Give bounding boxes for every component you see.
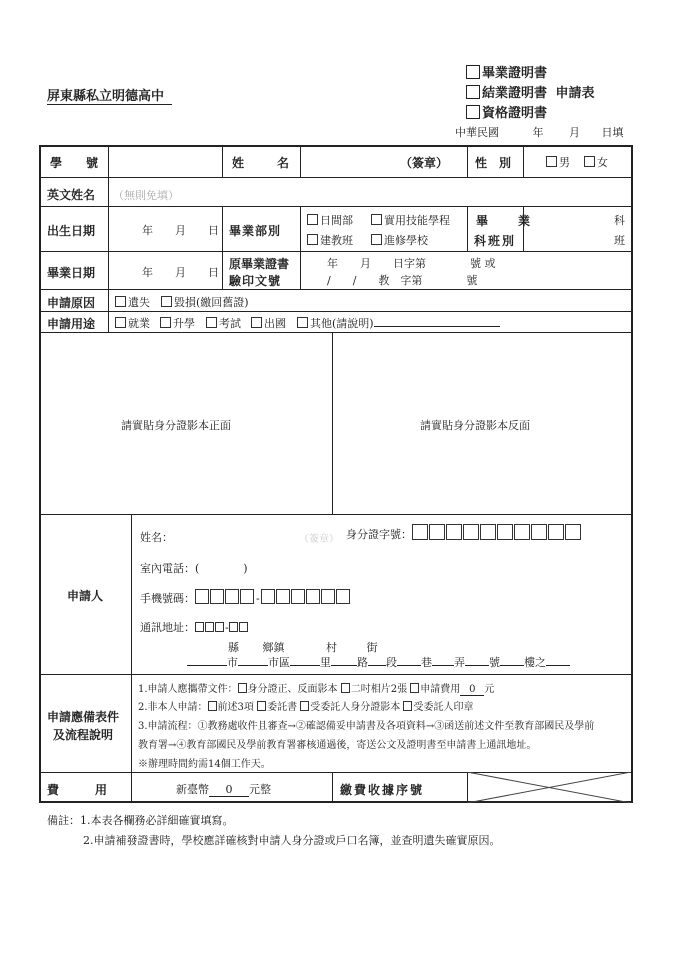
docs-item-3a: 3.申請流程：①教務處收件且審查→②確認備妥申請書及各項資料→③函送前述文件至教育部國民及學前 xyxy=(138,721,595,732)
checkbox[interactable] xyxy=(206,317,217,328)
docs-item-3b: 教育署→④教育部國民及學前教育署審核通過後，寄送公文及證明書至申請書上通訊地址。 xyxy=(138,740,537,751)
fee-amount-text: 新臺幣 0 元整 xyxy=(176,783,271,796)
class-label-1: 畢 業 xyxy=(476,214,533,228)
checkbox[interactable] xyxy=(403,701,412,711)
birth-date-label: 出生日期 xyxy=(47,224,96,238)
orig-cert-label-1: 原畢業證書 xyxy=(229,257,290,271)
fee-label: 費 用 xyxy=(47,783,108,797)
applicant-label: 申請人 xyxy=(67,589,104,603)
dept-option-coop[interactable]: 建教班 xyxy=(307,232,353,248)
english-name-label: 英文姓名 xyxy=(47,188,96,202)
fee-amount: 0 xyxy=(460,684,484,696)
checkbox[interactable] xyxy=(300,701,309,711)
mobile-label: 手機號碼： xyxy=(140,592,195,605)
checkbox[interactable] xyxy=(251,317,262,328)
purpose-label: 申請用途 xyxy=(47,317,96,331)
checkbox[interactable] xyxy=(307,234,318,245)
grad-date-label: 畢業日期 xyxy=(47,266,96,280)
checkbox[interactable] xyxy=(341,683,350,693)
checkbox[interactable] xyxy=(546,156,557,167)
reason-label: 申請原因 xyxy=(47,296,96,310)
purpose-other-option[interactable]: 其他(請說明) xyxy=(297,315,500,331)
id-front-area: 請實貼身分證影本正面 xyxy=(121,419,231,432)
checkbox[interactable] xyxy=(371,214,382,225)
checkbox[interactable] xyxy=(307,214,318,225)
ke-label: 科 xyxy=(614,214,625,227)
checkbox[interactable] xyxy=(584,156,595,167)
address-label: 通訊地址： xyxy=(140,621,195,634)
remark-1: 備註：1.本表各欄務必詳細確實填寫。 xyxy=(47,814,234,827)
gender-male-option[interactable]: 男 xyxy=(546,154,570,170)
orig-cert-line-1[interactable]: 年 月 日字第 號 或 xyxy=(327,257,496,270)
checkbox[interactable] xyxy=(297,317,308,328)
remark-2: 2.申請補發證書時，學校應詳確核對申請人身分證或戶口名簿，並查明遺失確實原因。 xyxy=(83,834,501,847)
checkbox[interactable] xyxy=(115,317,126,328)
reason-lost-option[interactable]: 遺失 xyxy=(115,294,150,310)
gender-label: 性 別 xyxy=(475,156,512,170)
purpose-employment-option[interactable]: 就業 xyxy=(115,315,150,331)
purpose-exam-option[interactable]: 考試 xyxy=(206,315,241,331)
student-no-label: 學 號 xyxy=(50,156,105,170)
address-line-2[interactable]: 市 市區 里 路 段 巷 弄 號 樓之 xyxy=(187,654,570,670)
home-phone-field[interactable]: 室內電話：( ) xyxy=(140,562,248,575)
reason-damaged-option[interactable]: 毀損(繳回舊證) xyxy=(161,294,249,310)
receipt-crossed-box xyxy=(467,772,631,803)
checkbox[interactable] xyxy=(208,701,217,711)
id-number-label: 身分證字號： xyxy=(346,528,412,541)
orig-cert-line-2[interactable]: / / 教 字第 號 xyxy=(327,274,478,287)
dept-option-continuing[interactable]: 進修學校 xyxy=(371,232,428,248)
address-field[interactable]: 通訊地址： - xyxy=(140,619,249,635)
checkbox[interactable] xyxy=(115,296,126,307)
checkbox[interactable] xyxy=(161,296,172,307)
address-line-1: 縣 鄉鎮 村 街 xyxy=(228,641,378,654)
cert-option-graduation[interactable]: 畢業證明書 xyxy=(466,62,547,81)
purpose-study-option[interactable]: 升學 xyxy=(160,315,195,331)
receipt-label: 繳費收據序號 xyxy=(340,783,425,797)
dept-option-practical[interactable]: 實用技能學程 xyxy=(371,212,450,228)
id-number-field[interactable] xyxy=(346,524,582,542)
checkbox[interactable] xyxy=(466,65,480,79)
checkbox[interactable] xyxy=(238,683,247,693)
dept-option-day[interactable]: 日間部 xyxy=(307,212,353,228)
applicant-sign: （簽章） xyxy=(299,534,339,545)
docs-item-2: 2.非本人申請： 前述3項 委託書 受委託人身分證影本 受委託人印章 xyxy=(138,702,474,713)
form-suffix: 申請表 xyxy=(555,86,595,101)
sign-label: （簽章） xyxy=(400,156,449,170)
cert-option-qualification[interactable]: 資格證明書 xyxy=(466,102,547,121)
checkbox[interactable] xyxy=(410,683,419,693)
orig-cert-label-2: 驗印文號 xyxy=(229,274,282,288)
checkbox[interactable] xyxy=(466,85,480,99)
applicant-name-label: 姓名： xyxy=(140,531,173,544)
cert-option-completion[interactable]: 結業證明書 申請表 xyxy=(466,82,595,101)
grad-date-field[interactable]: 年 月 日 xyxy=(142,266,219,279)
checkbox[interactable] xyxy=(371,234,382,245)
gender-female-option[interactable]: 女 xyxy=(584,154,608,170)
docs-item-1: 1.申請人應攜帶文件： 身分證正、反面影本 二吋相片2張 申請費用 0 元 xyxy=(138,684,495,695)
dept-label: 畢業部別 xyxy=(229,224,282,238)
docs-label-1: 申請應備表件 xyxy=(47,710,120,724)
english-name-input[interactable]: （無則免填） xyxy=(113,189,179,202)
name-label: 姓 名 xyxy=(232,156,293,170)
birth-date-field[interactable]: 年 月 日 xyxy=(142,224,219,237)
ban-label: 班 xyxy=(614,234,625,247)
docs-label-2: 及流程說明 xyxy=(53,728,114,742)
checkbox[interactable] xyxy=(466,105,480,119)
other-input[interactable] xyxy=(374,315,500,327)
checkbox[interactable] xyxy=(160,317,171,328)
date-line: 中華民國 年 月 日填 xyxy=(455,126,624,139)
docs-note: ※辦理時間約需14個工作天。 xyxy=(138,759,271,770)
purpose-abroad-option[interactable]: 出國 xyxy=(251,315,286,331)
school-name: 屏東縣私立明德高中 xyxy=(47,85,172,105)
id-back-area: 請實貼身分證影本反面 xyxy=(420,419,530,432)
checkbox[interactable] xyxy=(257,701,266,711)
mobile-field[interactable]: 手機號碼： - xyxy=(140,589,351,606)
class-label-2: 科班別 xyxy=(474,234,517,248)
